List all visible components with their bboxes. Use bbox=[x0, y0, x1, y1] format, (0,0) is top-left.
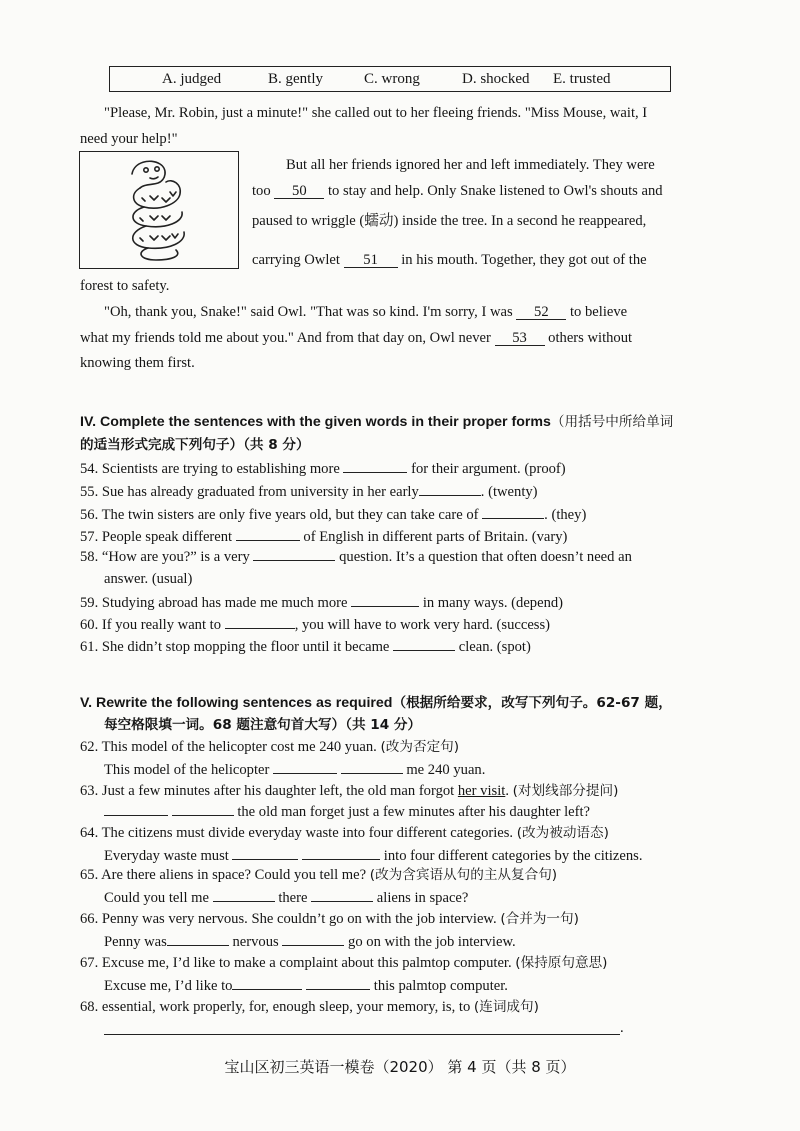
question-65 bbox=[80, 866, 557, 884]
instruction-cn: (改为否定句) bbox=[380, 739, 460, 755]
question-text: Could you tell me bbox=[104, 890, 209, 906]
story-text: carrying Owlet bbox=[252, 252, 340, 268]
question-59 bbox=[80, 593, 563, 612]
question-text: . (twenty) bbox=[480, 484, 538, 500]
answer-blank[interactable] bbox=[393, 637, 455, 651]
answer-blank[interactable] bbox=[167, 932, 229, 946]
question-text: into four different categories by the citizens. bbox=[383, 848, 643, 864]
answer-blank[interactable] bbox=[282, 932, 344, 946]
section-title-cn: （用括号中所给单词 bbox=[550, 414, 674, 430]
answer-blank[interactable] bbox=[232, 976, 302, 990]
story-line bbox=[252, 182, 663, 200]
answer-blank[interactable] bbox=[302, 846, 380, 860]
question-text: question. It’s a question that often doesn’t need an bbox=[339, 549, 632, 565]
question-64-answer bbox=[104, 846, 642, 865]
answer-blank[interactable] bbox=[232, 846, 298, 860]
answer-blank[interactable] bbox=[213, 888, 275, 902]
question-text: 60. If you really want to bbox=[80, 617, 222, 633]
blank-53[interactable]: 53 bbox=[495, 332, 545, 346]
question-60 bbox=[80, 615, 550, 634]
answer-blank[interactable] bbox=[341, 760, 403, 774]
answer-blank[interactable] bbox=[419, 482, 481, 496]
story-line bbox=[104, 303, 627, 321]
section-title-en: V. Rewrite the following sentences as required bbox=[80, 695, 393, 711]
question-63 bbox=[80, 782, 618, 800]
question-67-answer bbox=[104, 976, 508, 995]
question-text: 58. “How are you?” is a very bbox=[80, 549, 250, 565]
question-text: . bbox=[505, 783, 509, 799]
question-text: of English in different parts of Britain. (vary) bbox=[303, 529, 568, 545]
story-line: need your help!" bbox=[80, 131, 178, 147]
question-text: 68. essential, work properly, for, enough sleep, your memory, is, to bbox=[80, 999, 471, 1015]
question-text: the old man forget just a few minutes after his daughter left? bbox=[237, 804, 591, 820]
page-footer: 宝山区初三英语一模卷（2020） 第 4 页（共 8 页） bbox=[224, 1058, 576, 1076]
question-text: 65. Are there aliens in space? Could you tell me? bbox=[80, 867, 367, 883]
question-66-answer bbox=[104, 932, 516, 951]
answer-line-period: . bbox=[620, 1020, 624, 1036]
question-61 bbox=[80, 637, 531, 656]
story-line bbox=[252, 251, 647, 269]
question-text: Everyday waste must bbox=[104, 848, 229, 864]
story-text: "Oh, thank you, Snake!" said Owl. "That was so kind. I'm sorry, I was bbox=[104, 304, 513, 320]
answer-blank[interactable] bbox=[482, 505, 544, 519]
question-text: 55. Sue has already graduated from university in her early bbox=[80, 484, 419, 500]
story-text: too bbox=[252, 183, 271, 199]
question-text: Penny was bbox=[104, 934, 167, 950]
answer-blank[interactable] bbox=[225, 615, 295, 629]
question-text: me 240 yuan. bbox=[406, 762, 486, 778]
answer-blank[interactable] bbox=[104, 802, 168, 816]
word-option: E. trusted bbox=[553, 71, 611, 87]
word-option: C. wrong bbox=[364, 71, 420, 87]
question-text: 67. Excuse me, I’d like to make a complaint about this palmtop computer. bbox=[80, 955, 512, 971]
question-64 bbox=[80, 824, 609, 842]
section-title-en: IV. Complete the sentences with the given words in their proper forms bbox=[80, 414, 551, 430]
answer-blank[interactable] bbox=[236, 527, 300, 541]
section-v-title-cn: 每空格限填一词。68 题注意句首大写）（共 14 分） bbox=[104, 717, 422, 733]
question-text: this palmtop computer. bbox=[373, 978, 508, 994]
question-62 bbox=[80, 738, 459, 756]
word-option: A. judged bbox=[162, 71, 222, 87]
instruction-cn: (改为被动语态) bbox=[516, 825, 609, 841]
question-68 bbox=[80, 998, 539, 1016]
question-text: aliens in space? bbox=[376, 890, 469, 906]
answer-blank[interactable] bbox=[273, 760, 337, 774]
blank-52[interactable]: 52 bbox=[516, 306, 566, 320]
question-text: 54. Scientists are trying to establishing more bbox=[80, 461, 340, 477]
story-line: forest to safety. bbox=[80, 278, 170, 294]
answer-blank[interactable] bbox=[351, 593, 419, 607]
blank-50[interactable]: 50 bbox=[274, 185, 324, 199]
question-text: , you will have to work very hard. (success) bbox=[294, 617, 551, 633]
question-text: 63. Just a few minutes after his daughter left, the old man forgot bbox=[80, 783, 455, 799]
answer-blank[interactable] bbox=[253, 547, 335, 561]
question-57 bbox=[80, 527, 567, 546]
section-iv-title-cn: 的适当形式完成下列句子）（共 8 分） bbox=[80, 437, 310, 453]
story-text: to stay and help. Only Snake listened to Owl's shouts and bbox=[327, 183, 663, 199]
snake-illustration bbox=[79, 151, 239, 269]
story-line: knowing them first. bbox=[80, 355, 195, 371]
question-text: 59. Studying abroad has made me much more bbox=[80, 595, 348, 611]
blank-51[interactable]: 51 bbox=[344, 254, 398, 268]
question-text: clean. (spot) bbox=[458, 639, 531, 655]
question-text: 56. The twin sisters are only five years old, but they can take care of bbox=[80, 507, 479, 523]
answer-blank[interactable] bbox=[311, 888, 373, 902]
story-line: "Please, Mr. Robin, just a minute!" she called out to her fleeing friends. "Miss Mouse, wait, I bbox=[104, 105, 648, 121]
answer-blank[interactable] bbox=[343, 459, 407, 473]
question-text: 62. This model of the helicopter cost me 240 yuan. bbox=[80, 739, 377, 755]
question-58-cont: answer. (usual) bbox=[104, 571, 193, 587]
question-54 bbox=[80, 459, 566, 478]
story-text: in his mouth. Together, they got out of the bbox=[401, 252, 647, 268]
question-text: Excuse me, I’d like to bbox=[104, 978, 233, 994]
answer-blank[interactable] bbox=[172, 802, 234, 816]
story-text: to believe bbox=[569, 304, 628, 320]
story-line: paused to wriggle (蠕动) inside the tree. In a second he reappeared, bbox=[252, 213, 647, 229]
question-text: nervous bbox=[232, 934, 279, 950]
story-text: what my friends told me about you." And from that day on, Owl never bbox=[80, 330, 491, 346]
question-66 bbox=[80, 910, 579, 928]
question-67 bbox=[80, 954, 607, 972]
question-text: there bbox=[278, 890, 308, 906]
instruction-cn: (连词成句) bbox=[473, 999, 539, 1015]
question-text: go on with the job interview. bbox=[348, 934, 516, 950]
answer-blank[interactable] bbox=[306, 976, 370, 990]
instruction-cn: (保持原句意思) bbox=[515, 955, 608, 971]
snake-icon bbox=[80, 152, 237, 267]
question-text: . (they) bbox=[544, 507, 587, 523]
question-63-answer bbox=[104, 802, 590, 821]
section-v-title bbox=[80, 694, 672, 712]
instruction-cn: (改为含宾语从句的主从复合句) bbox=[369, 867, 558, 883]
story-line bbox=[80, 329, 632, 347]
question-62-answer bbox=[104, 760, 485, 779]
word-option: D. shocked bbox=[462, 71, 530, 87]
question-text: 61. She didn’t stop mopping the floor until it became bbox=[80, 639, 390, 655]
question-56 bbox=[80, 505, 586, 524]
word-bank-box bbox=[109, 66, 671, 92]
question-text: 64. The citizens must divide everyday waste into four different categories. bbox=[80, 825, 514, 841]
question-65-answer bbox=[104, 888, 468, 907]
story-line: But all her friends ignored her and left immediately. They were bbox=[286, 157, 655, 173]
instruction-cn: (对划线部分提问) bbox=[512, 783, 619, 799]
underlined-text: her visit bbox=[457, 783, 506, 799]
question-55 bbox=[80, 482, 538, 501]
word-option: B. gently bbox=[268, 71, 323, 87]
question-text: 57. People speak different bbox=[80, 529, 233, 545]
story-text: others without bbox=[548, 330, 633, 346]
answer-line-68[interactable] bbox=[104, 1034, 620, 1035]
question-text: in many ways. (depend) bbox=[422, 595, 564, 611]
section-title-cn: （根据所给要求，改写下列句子。62-67 题， bbox=[392, 695, 672, 711]
question-text: 66. Penny was very nervous. She couldn’t go on with the job interview. bbox=[80, 911, 497, 927]
instruction-cn: (合并为一句) bbox=[500, 911, 579, 927]
section-iv-title bbox=[80, 413, 673, 431]
question-text: This model of the helicopter bbox=[104, 762, 270, 778]
question-text: for their argument. (proof) bbox=[411, 461, 566, 477]
question-58 bbox=[80, 547, 632, 566]
